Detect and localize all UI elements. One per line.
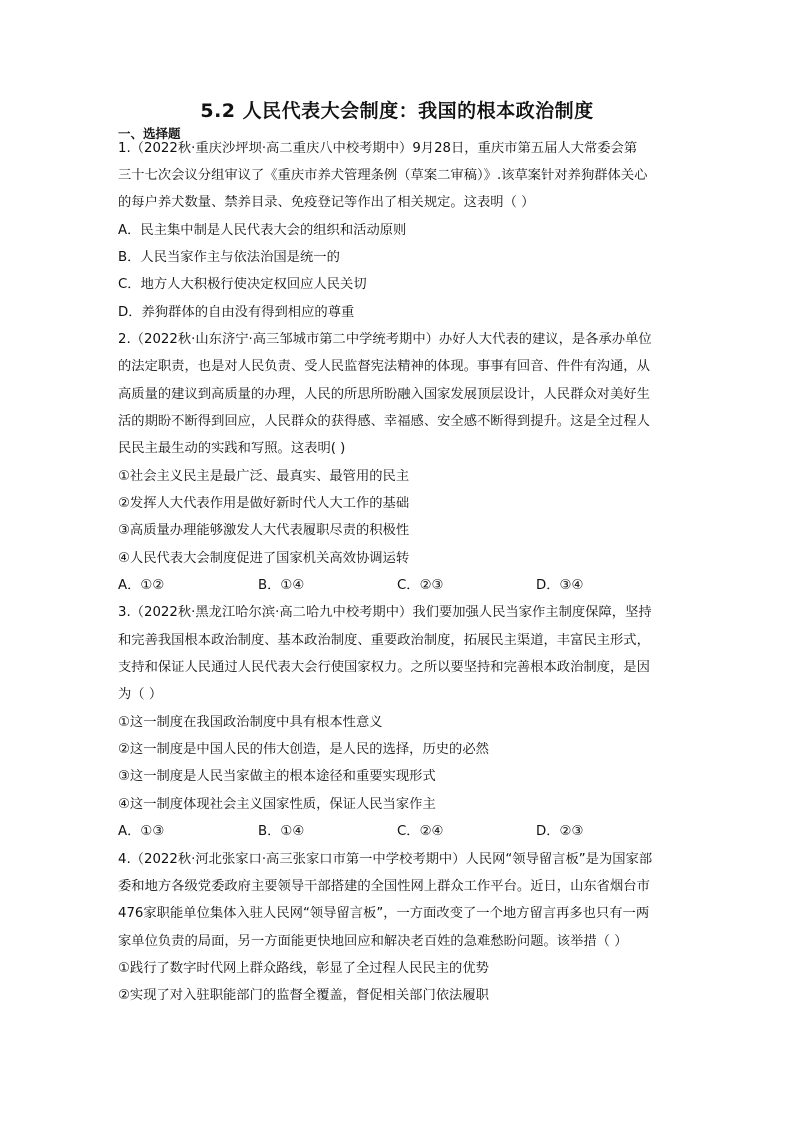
q2-line: 高质量的建议到高质量的办理，人民的所思所盼融入国家发展顶层设计，人民群众对美好生 [118, 387, 650, 402]
q3-line: 和完善我国根本政治制度、基本政治制度、重要政治制度，拓展民主渠道，丰富民主形式， [118, 633, 650, 648]
q1-option-c: C．地方人大积极行使决定权回应人民关切 [118, 277, 367, 292]
q2-statement: ③高质量办理能够激发人大代表履职尽责的积极性 [118, 523, 410, 538]
q2-statement: ②发挥人大代表作用是做好新时代人大工作的基础 [118, 496, 410, 511]
q3-statement: ①这一制度在我国政治制度中具有根本性意义 [118, 715, 383, 730]
q4-line: 家单位负责的局面，另一方面能更快地回应和解决老百姓的急难愁盼问题。该举措（ ） [118, 934, 628, 949]
q3-choice-a: A．①③ [118, 824, 165, 839]
q2-line: 2.（2022秋·山东济宁·高三邹城市第二中学统考期中）办好人大代表的建议，是各承办单位 [118, 332, 652, 347]
q3-choice-c: C．②④ [397, 824, 444, 839]
q2-statement: ④人民代表大会制度促进了国家机关高效协调运转 [118, 551, 410, 566]
q4-statement: ②实现了对入驻职能部门的监督全覆盖，督促相关部门依法履职 [118, 988, 489, 1003]
q2-choice-d: D．③④ [536, 578, 584, 593]
q2-choice-b: B．①④ [258, 578, 305, 593]
q4-line: 476家职能单位集体入驻人民网“领导留言板”，一方面改变了一个地方留言再多也只有一两 [118, 906, 650, 921]
q1-option-b: B．人民当家作主与依法治国是统一的 [118, 250, 340, 265]
q4-line: 4.（2022秋·河北张家口·高三张家口市第一中学校考期中）人民网“领导留言板”是为国家部 [118, 852, 653, 867]
q2-line: 民民主最生动的实践和写照。这表明( ) [118, 441, 346, 456]
q2-line: 活的期盼不断得到回应，人民群众的获得感、幸福感、安全感不断得到提升。这是全过程人 [118, 414, 650, 429]
q3-line: 为（ ） [118, 687, 163, 702]
q3-statement: ③这一制度是人民当家做主的根本途径和重要实现形式 [118, 769, 436, 784]
q3-choice-b: B．①④ [258, 824, 305, 839]
q3-line: 3.（2022秋·黑龙江哈尔滨·高二哈九中校考期中）我们要加强人民当家作主制度保障，坚持 [118, 605, 652, 620]
q1-option-d: D．养狗群体的自由没有得到相应的尊重 [118, 305, 355, 320]
q2-line: 的法定职责，也是对人民负责、受人民监督宪法精神的体现。事事有回音、件件有沟通，从 [118, 359, 650, 374]
q2-choice-a: A．①② [118, 578, 165, 593]
section-heading: 一、选择题 [118, 126, 181, 141]
q3-line: 支持和保证人民通过人民代表大会行使国家权力。之所以要坚持和完善根本政治制度，是因 [118, 660, 650, 675]
q1-line: 的每户养犬数量、禁养目录、免疫登记等作出了相关规定。这表明（ ） [118, 195, 535, 210]
q3-choice-d: D．②③ [536, 824, 584, 839]
q2-choice-c: C．②③ [397, 578, 444, 593]
q4-statement: ①践行了数字时代网上群众路线，彰显了全过程人民民主的优势 [118, 961, 489, 976]
q1-line: 1.（2022秋·重庆沙坪坝·高二重庆八中校考期中）9月28日，重庆市第五届人大常委会第 [118, 141, 638, 156]
q1-option-a: A．民主集中制是人民代表大会的组织和活动原则 [118, 223, 407, 238]
q1-line: 三十七次会议分组审议了《重庆市养犬管理条例（草案二审稿）》.该草案针对养狗群体关心 [118, 168, 648, 183]
q3-statement: ④这一制度体现社会主义国家性质，保证人民当家作主 [118, 797, 436, 812]
q3-statement: ②这一制度是中国人民的伟大创造，是人民的选择，历史的必然 [118, 742, 489, 757]
q2-statement: ①社会主义民主是最广泛、最真实、最管用的民主 [118, 469, 410, 484]
page-title: 5.2 人民代表大会制度：我国的根本政治制度 [200, 100, 594, 122]
q4-line: 委和地方各级党委政府主要领导干部搭建的全国性网上群众工作平台。近日，山东省烟台市 [118, 879, 650, 894]
